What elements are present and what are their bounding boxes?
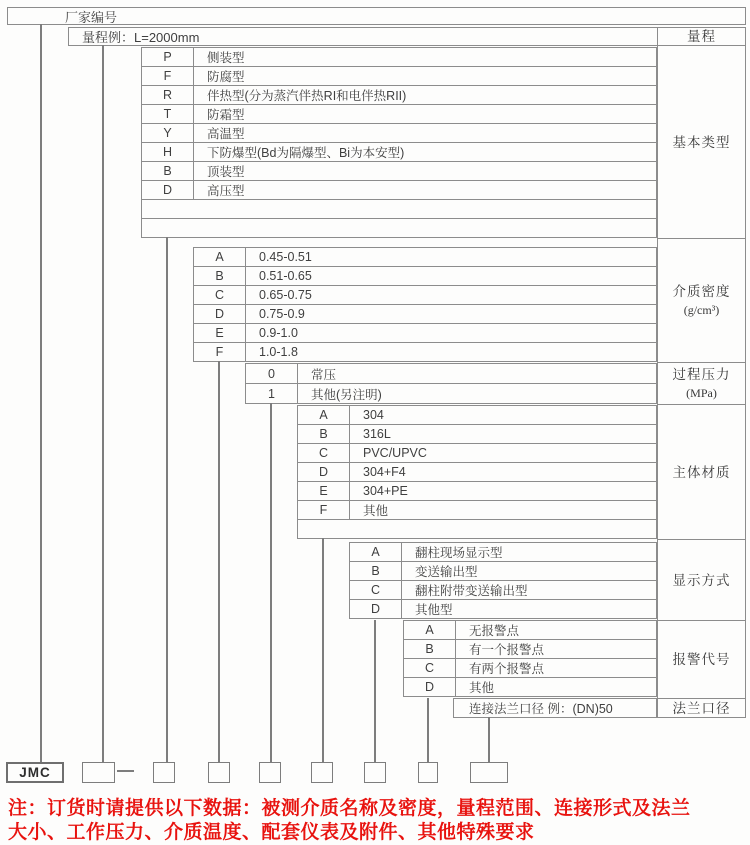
desc-cell: 其他 [363,504,389,518]
desc-cell: 伴热型(分为蒸汽伴热RI和电伴热RII) [207,89,407,103]
desc-cell: 防霜型 [207,108,245,122]
table-display [349,542,657,619]
code-slot-range [82,762,115,783]
table-row [245,363,657,384]
desc-cell: 翻柱现场显示型 [415,546,503,560]
code-slot-basic [153,762,175,783]
code-cell: A [194,248,246,266]
desc-cell: 无报警点 [469,624,520,638]
code-cell: D [350,600,402,618]
table-row [141,47,657,67]
table-row [403,620,657,640]
desc-cell: 常压 [311,367,337,382]
ordering-note-line1: 注：订货时请提供以下数据：被测介质名称及密度，量程范围、连接形式及法兰 [8,798,691,819]
group-label-alarm: 报警代号 [657,620,746,699]
table-row [349,599,657,619]
code-cell: C [350,581,402,599]
factory-number-box [7,7,746,25]
desc-cell: 其他(另注明) [311,387,382,402]
table-row [193,342,657,362]
code-cell: D [404,678,456,696]
connector-pressure [270,403,272,762]
group-label-range: 量程 [657,27,746,46]
table-density [193,247,657,362]
desc-cell: 其他型 [415,603,453,617]
code-cell: F [194,343,246,361]
group-label-pressure: 过程压力 (MPa) [657,362,746,405]
desc-cell: 高压型 [207,184,245,198]
desc-cell: 顶装型 [207,165,245,179]
desc-cell: 防腐型 [207,70,245,84]
connector-display [374,620,376,762]
factory-number-label: 厂家编号 [65,9,118,25]
group-label-material: 主体材质 [657,404,746,540]
table-row-empty [141,199,657,219]
connector-flange [488,717,490,762]
table-row [141,142,657,162]
code-cell: D [194,305,246,323]
desc-cell: 翻柱附带变送输出型 [415,584,528,598]
code-cell: C [194,286,246,304]
code-cell: B [298,425,350,443]
group-label-density: 介质密度 (g/cm³) [657,238,746,363]
desc-cell: 1.0-1.8 [259,345,298,359]
connector-range [102,45,104,762]
desc-cell: 0.45-0.51 [259,250,312,264]
table-row [297,500,657,520]
model-prefix-box: JMC [6,762,64,783]
table-row [297,462,657,482]
ordering-note-line2: 大小、工作压力、介质温度、配套仪表及附件、其他特殊要求 [8,821,535,843]
dash-separator [117,770,134,772]
table-material [297,405,657,539]
code-cell: F [142,67,194,85]
connector-material [322,538,324,762]
code-cell: R [142,86,194,104]
group-label-flange: 法兰口径 [657,698,746,718]
code-cell: B [142,162,194,180]
range-example-label: 量程例：L=2000mm [82,30,200,45]
code-cell: B [194,267,246,285]
table-row [141,123,657,143]
group-label-basic-type: 基本类型 [657,45,746,239]
desc-cell: 304 [363,408,384,422]
code-cell: A [298,406,350,424]
code-cell: P [142,48,194,66]
range-example-box [68,27,658,46]
desc-cell: 316L [363,427,391,441]
code-cell: D [142,181,194,199]
code-cell: B [350,562,402,580]
table-row [141,66,657,86]
code-cell: T [142,105,194,123]
code-cell: C [404,659,456,677]
table-row [193,323,657,343]
table-row [403,677,657,697]
ordering-note [8,797,748,844]
desc-cell: 有一个报警点 [469,643,545,657]
table-row [141,180,657,200]
code-cell: C [298,444,350,462]
table-row-empty [297,519,657,539]
table-pressure [245,363,657,404]
code-slot-density [208,762,230,783]
connector-factory [40,24,42,762]
table-row [297,424,657,444]
group-label-display: 显示方式 [657,539,746,621]
code-cell: 0 [246,364,298,383]
code-cell: Y [142,124,194,142]
code-slot-flange [470,762,508,783]
code-cell: A [404,621,456,639]
code-cell: E [194,324,246,342]
table-basic-type [141,47,657,238]
table-row [349,542,657,562]
code-cell: E [298,482,350,500]
code-cell: D [298,463,350,481]
table-row [141,104,657,124]
table-row [193,266,657,286]
table-row [193,247,657,267]
desc-cell: 0.51-0.65 [259,269,312,283]
desc-cell: PVC/UPVC [363,446,427,460]
table-row [349,580,657,600]
code-cell: F [298,501,350,519]
desc-cell: 304+PE [363,484,408,498]
table-row [193,304,657,324]
code-cell: 1 [246,384,298,403]
table-row [297,481,657,501]
desc-cell: 0.65-0.75 [259,288,312,302]
connector-alarm [427,698,429,762]
table-row [403,639,657,659]
code-slot-material [311,762,333,783]
desc-cell: 其他 [469,681,495,695]
table-row [245,383,657,404]
table-row [403,658,657,678]
table-row [297,405,657,425]
table-flange [453,698,657,718]
desc-cell: 0.75-0.9 [259,307,305,321]
table-row [349,561,657,581]
desc-cell: 变送输出型 [415,565,478,579]
code-cell: H [142,143,194,161]
table-row [193,285,657,305]
code-slot-pressure [259,762,281,783]
code-slot-alarm [418,762,438,783]
desc-cell: 304+F4 [363,465,406,479]
code-cell: B [404,640,456,658]
connector-density [218,361,220,762]
table-row-empty [141,218,657,238]
desc-cell: 0.9-1.0 [259,326,298,340]
code-cell: A [350,543,402,561]
connector-basic [166,237,168,762]
desc-cell: 高温型 [207,127,245,141]
table-row [141,85,657,105]
table-alarm [403,620,657,697]
code-slot-display [364,762,386,783]
desc-cell: 连接法兰口径 例：(DN)50 [469,702,613,716]
table-row [453,698,657,718]
desc-cell: 有两个报警点 [469,662,545,676]
desc-cell: 下防爆型(Bd为隔爆型、Bi为本安型) [207,146,405,160]
desc-cell: 侧装型 [207,51,245,65]
table-row [141,161,657,181]
table-row [297,443,657,463]
